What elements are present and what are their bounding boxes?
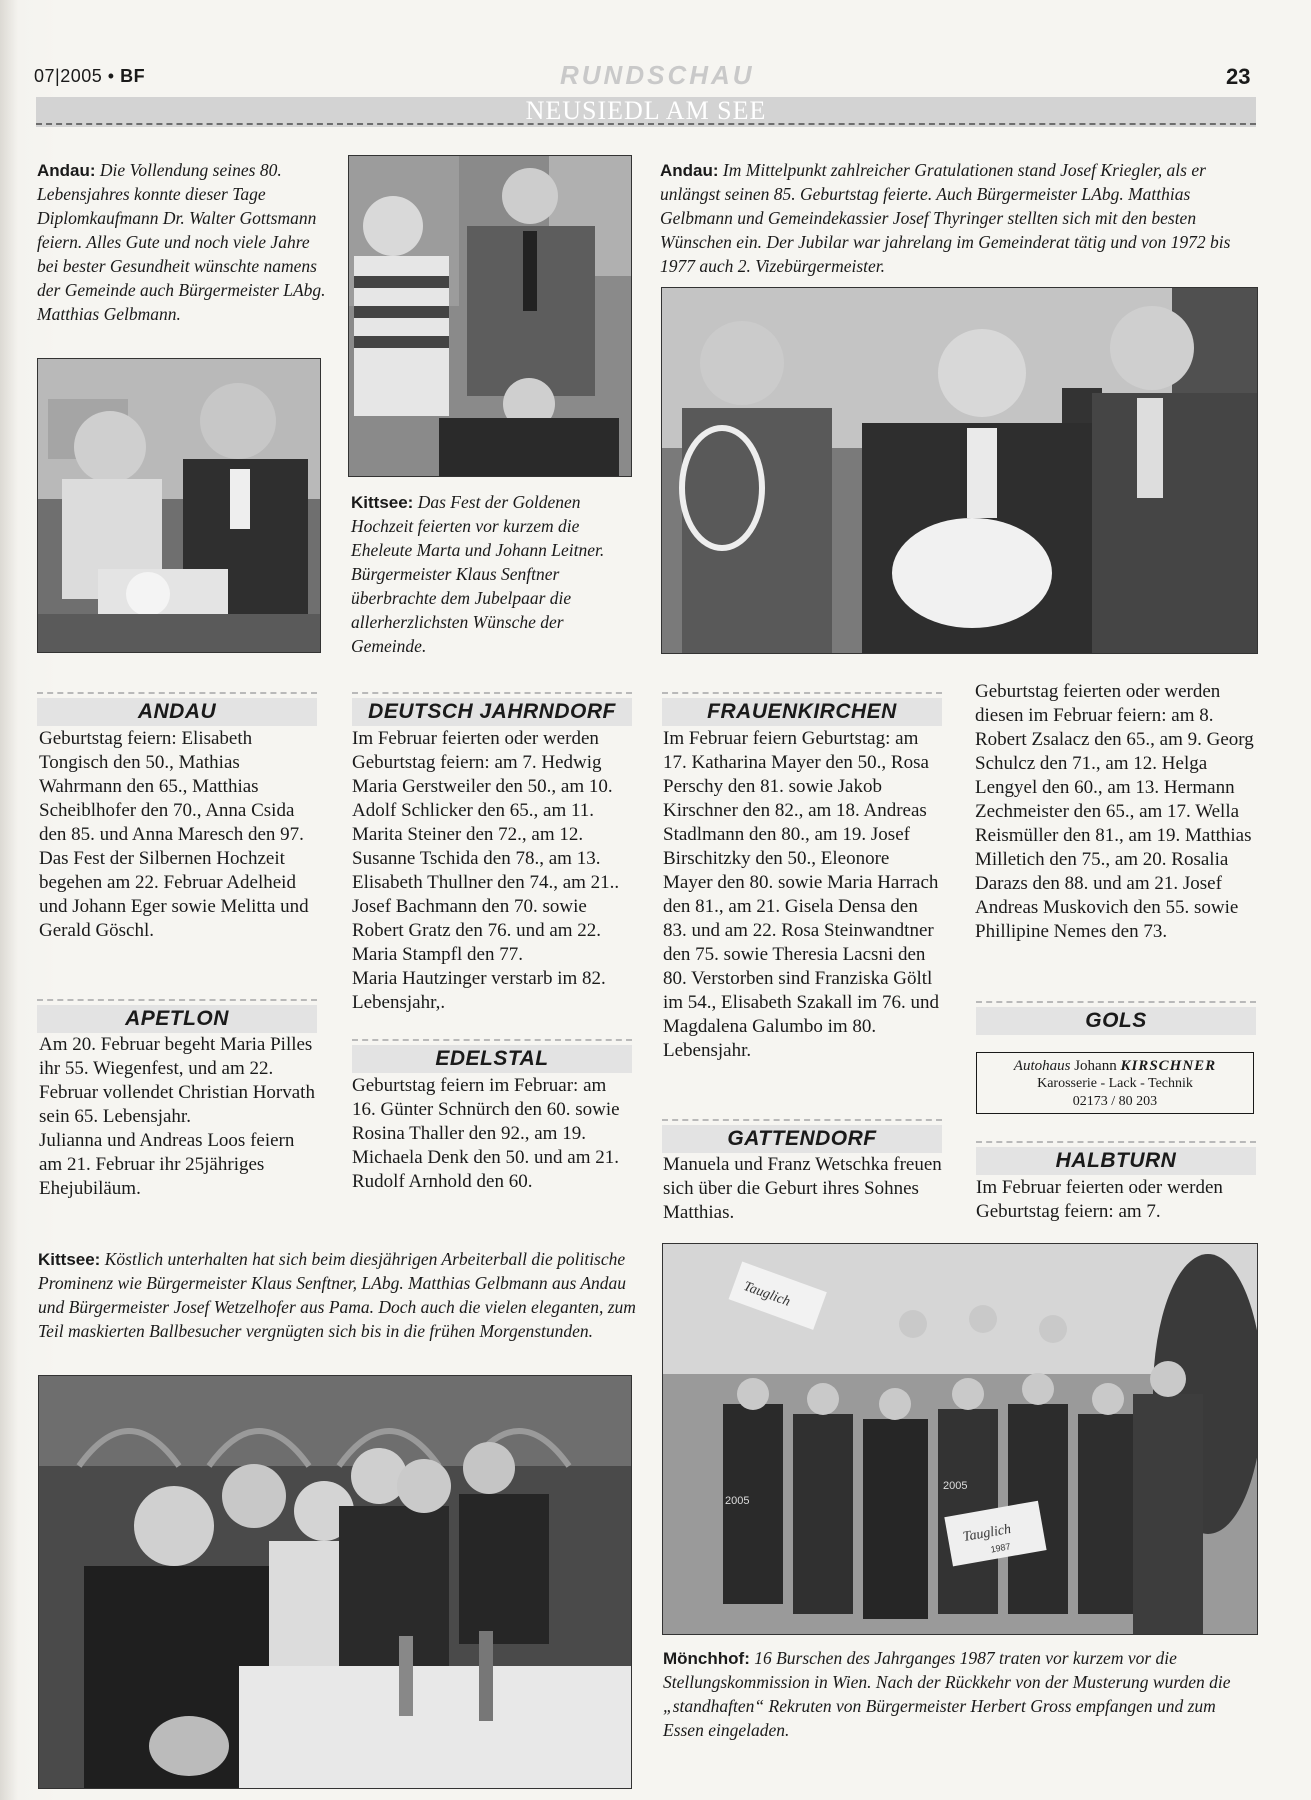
photo-andau-gottsmann [37,358,321,653]
heading-title: DEUTSCH JAHRNDORF [352,698,632,726]
caption-place: Kittsee: [351,493,414,512]
issue-bullet: • [107,66,115,86]
heading-title: ANDAU [37,698,317,726]
heading-title: GATTENDORF [662,1125,942,1153]
section-text-deutsch-jahrndorf: Im Februar feierten oder werden Geburtstag feiern: am 7. Hedwig Maria Gerstweiler den 50., am 10. Adolf Schlicker den 65., am 11. Marita Steiner den 72., am 12. Susanne Tschida den 78., am 13. Elisabeth Thullner den 74., am 21.. Josef Bachmann den 70. sowie Robert Gratz den 76. und am 22. Maria Stampfl den 77. Maria Hautzinger verstarb im 82. Lebensjahr,. [352,728,620,1013]
section-heading-frauenkirchen [662,686,942,723]
advert-name [977,1057,1253,1075]
section-heading-edelstal [352,1033,632,1070]
heading-dash [352,1039,632,1041]
issue-number: 07|2005 [34,66,103,86]
advert-first-name: Johann [1074,1058,1117,1074]
advert-phone: 02173 / 80 203 [1072,1094,1158,1109]
section-text-halbturn: Im Februar feierten oder werden Geburtstag feiern: am 7. [976,1177,1223,1222]
caption-andau-gottsmann [37,158,327,326]
heading-dash [662,1119,942,1121]
section-heading-gattendorf [662,1113,942,1150]
heading-dash [976,1001,1256,1003]
heading-dash [37,692,317,694]
advert-prefix: Autohaus [1013,1058,1071,1074]
section-heading-andau [37,686,317,723]
section-text-apetlon: Am 20. Februar begeht Maria Pilles ihr 55. Wiegenfest, und am 22. Februar vollendet Christian Horvath sein 65. Lebensjahr. Julianna und Andreas Loos feiern am 21. Februar ihr 25jähriges Ehejubiläum. [39,1034,315,1199]
issue-label [34,66,145,87]
section-heading-deutsch-jahrndorf [352,686,632,723]
heading-title: GOLS [976,1007,1256,1035]
heading-dash [976,1141,1256,1143]
caption-kittsee-arbeiterball [38,1247,638,1343]
shirt-year: 2005 [943,1480,968,1492]
region-title: NEUSIEDL AM SEE [525,96,767,125]
section-heading-halbturn [976,1135,1256,1172]
heading-title: APETLON [37,1005,317,1033]
caption-text: Das Fest der Goldenen Hochzeit feierten vor kurzem die Eheleute Marta und Johann Leitner. Bürgermeister Klaus Senftner überbrachte dem Jubelpaar die allerherzlichsten Wünsche der Gemeinde. [351,492,605,656]
caption-kittsee-hochzeit [351,490,633,658]
caption-place: Andau: [37,161,96,180]
caption-moenchhof [663,1646,1255,1742]
advert-kirschner [976,1052,1254,1114]
photo-moenchhof [662,1243,1258,1635]
caption-place: Mönchhof: [663,1649,750,1668]
heading-title: HALBTURN [976,1147,1256,1175]
caption-text: Köstlich unterhalten hat sich beim diesjährigen Arbeiterball die politische Prominenz wie Bürgermeister Klaus Senftner, LAbg. Matthias Gelbmann aus Andau und Bürgermeister Josef Wetzelhofer aus Pama. Doch auch die vielen eleganten, zum Teil maskierten Ballbesucher vergnügten sich bis in die frühen Morgenstunden. [38,1249,636,1341]
section-heading-apetlon [37,993,317,1030]
heading-dash [662,692,942,694]
advert-services: Karosserie - Lack - Technik [1037,1076,1193,1091]
photo-andau-kriegler [661,287,1258,654]
section-text-frauenkirchen: Im Februar feiern Geburtstag: am 17. Katharina Mayer den 50., Rosa Perschy den 81. sowie Jakob Kirschner den 82., am 18. Andreas Stadlmann den 80., am 19. Josef Birschitzky den 50., Eleonore Mayer den 80. sowie Maria Harrach den 81., am 21. Gisela Densa den 83. und am 22. Rosa Steinwandtner den 75. sowie Theresia Lacsni den 80. Verstorben sind Franziska Göltl im 54., Elisabeth Szakall im 76. und Magdalena Galumbo im 80. Lebensjahr. [663,728,939,1061]
caption-text: Im Mittelpunkt zahlreicher Gratulationen stand Josef Kriegler, als er unlängst seinen 85. Geburtstag feierte. Auch Bürgermeister LAbg. Matthias Gelbmann und Gemeindekassier Josef Thyringer stellten sich mit den besten Wünschen ein. Der Jubilar war jahrelang im Gemeinderat tätig und von 1972 bis 1977 auch 2. Vizebürgermeister. [660,160,1231,276]
heading-title: EDELSTAL [352,1045,632,1073]
flag-year: 1987 [989,1541,1012,1555]
section-text-continued: Geburtstag feierten oder werden diesen im Februar feiern: am 8. Robert Zsalacz den 65., am 9. Georg Schulcz den 71., am 12. Helga Lengyel den 60., am 13. Hermann Zechmeister den 65., am 17. Wella Reismüller den 81., am 19. Matthias Milletich den 75., am 20. Rosalia Darazs den 88. und am 21. Josef Andreas Muskovich den 55. sowie Phillipine Nemes den 73. [975,681,1254,942]
advert-last-name: KIRSCHNER [1120,1058,1217,1074]
section-text-edelstal: Geburtstag feiern im Februar: am 16. Günter Schnürch den 60. sowie Rosina Thaller den 92., am 19. Michaela Denk den 50. und am 21. Rudolf Arnhold den 60. [352,1075,620,1192]
publication-name: BF [120,66,146,86]
heading-title: FRAUENKIRCHEN [662,698,942,726]
section-text-andau: Geburtstag feiern: Elisabeth Tongisch den 50., Mathias Wahrmann den 65., Matthias Scheiblhofer den 70., Anna Csida den 85. und Anna Maresch den 97. Das Fest der Silbernen Hochzeit begehen am 22. Februar Adelheid und Johann Eger sowie Melitta und Gerald Göschl. [39,728,309,941]
heading-dash [352,692,632,694]
section-heading-gols [976,995,1256,1032]
flag-text: Tauglich [961,1521,1013,1546]
caption-place: Andau: [660,161,719,180]
section-brand: RUNDSCHAU [560,60,755,90]
flag-text: Tauglich [741,1279,793,1310]
page-number: 23 [1226,64,1251,89]
caption-andau-kriegler [660,158,1255,278]
caption-text: 16 Burschen des Jahrganges 1987 traten vor kurzem vor die Stellungskommission in Wien. Nach der Rückkehr von der Musterung wurden die „standhaften“ Rekruten von Bürgermeister Herbert Gross empfangen und zum Essen eingeladen. [663,1648,1231,1740]
caption-text: Die Vollendung seines 80. Lebensjahres konnte dieser Tage Diplomkaufmann Dr. Walter Gottsmann feiern. Alles Gute und noch viele Jahre bei bester Gesundheit wünschte namens der Gemeinde auch Bürgermeister LAbg. Matthias Gelbmann. [37,160,326,324]
heading-dash [37,999,317,1001]
photo-kittsee-hochzeit [348,155,632,477]
caption-place: Kittsee: [38,1250,101,1269]
section-text-gattendorf: Manuela und Franz Wetschka freuen sich über die Geburt ihres Sohnes Matthias. [663,1154,942,1223]
header-divider [36,123,1256,125]
shirt-year: 2005 [725,1495,750,1507]
photo-kittsee-arbeiterball [38,1375,632,1789]
